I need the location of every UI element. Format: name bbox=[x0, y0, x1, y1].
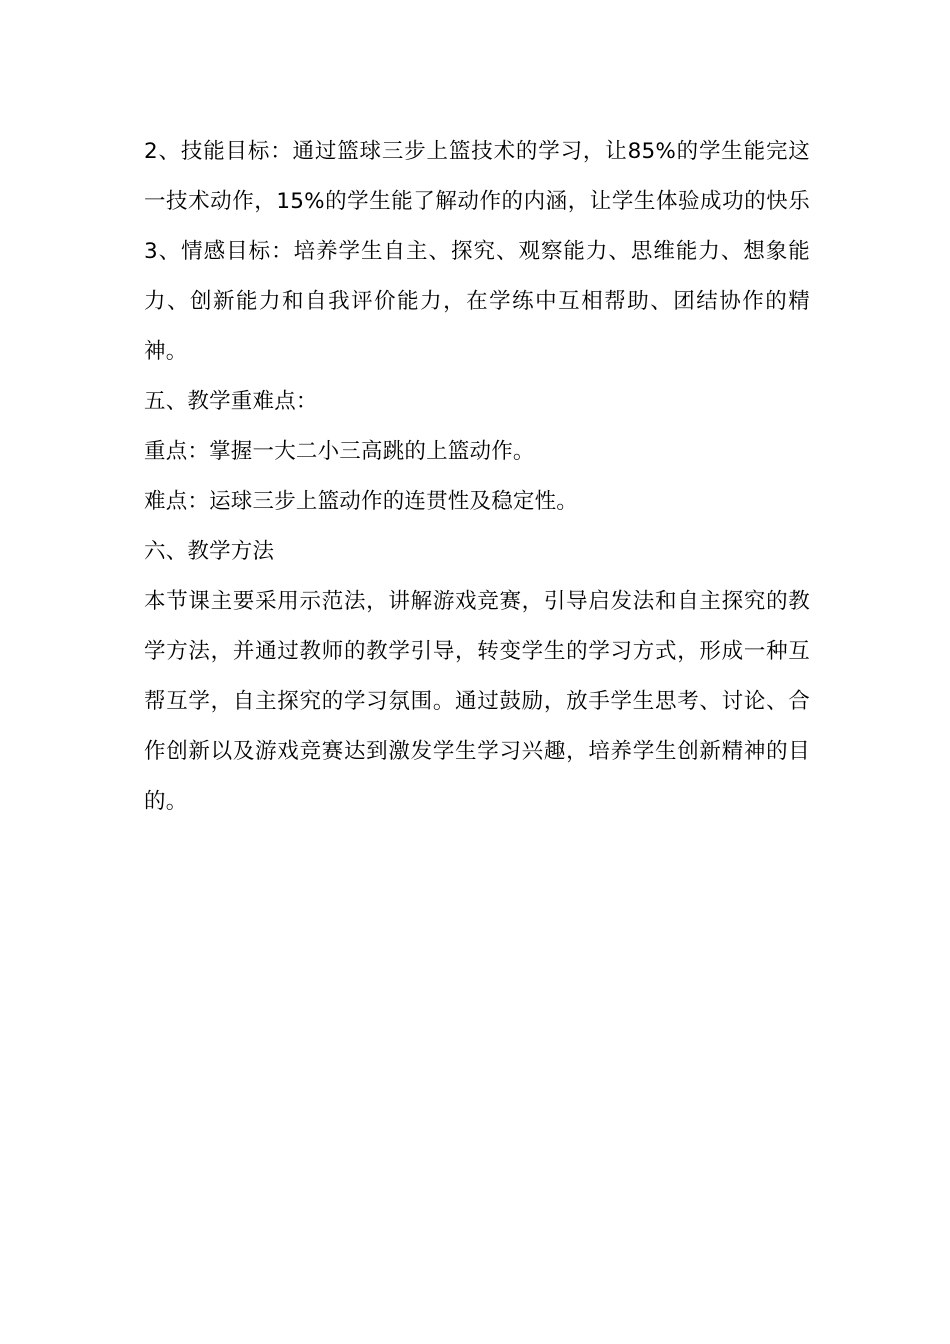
heading-teaching-key-points: 五、教学重难点： bbox=[144, 389, 318, 414]
paragraph-teaching-methods: 本节课主要采用示范法，讲解游戏竞赛，引导启发法和自主探究的教学方法，并通过教师的教学引导，转变学生的学习方式，形成一种互帮互学，自主探究的学习氛围。通过鼓励，放手学生思考、讨论、合作创新以及游戏竞赛达到激发学生学习兴趣，培养学生创新精神的目的。 bbox=[144, 589, 810, 814]
paragraph-difficult-point: 难点：运球三步上篮动作的连贯性及稳定性。 bbox=[144, 489, 579, 514]
paragraph-skill-and-emotion-goals: 2、技能目标：通过篮球三步上篮技术的学习，让85%的学生能完这一技术动作，15%的学生能了解动作的内涵，让学生体验成功的快乐 3、情感目标：培养学生自主、探究、观察能力、思维能力、想象能力、创新能力和自我评价能力，在学练中互相帮助、团结协作的精神。 bbox=[144, 139, 810, 364]
heading-teaching-methods: 六、教学方法 bbox=[144, 539, 275, 564]
paragraph-key-point: 重点：掌握一大二小三高跳的上篮动作。 bbox=[144, 439, 535, 464]
document-body bbox=[144, 127, 810, 827]
